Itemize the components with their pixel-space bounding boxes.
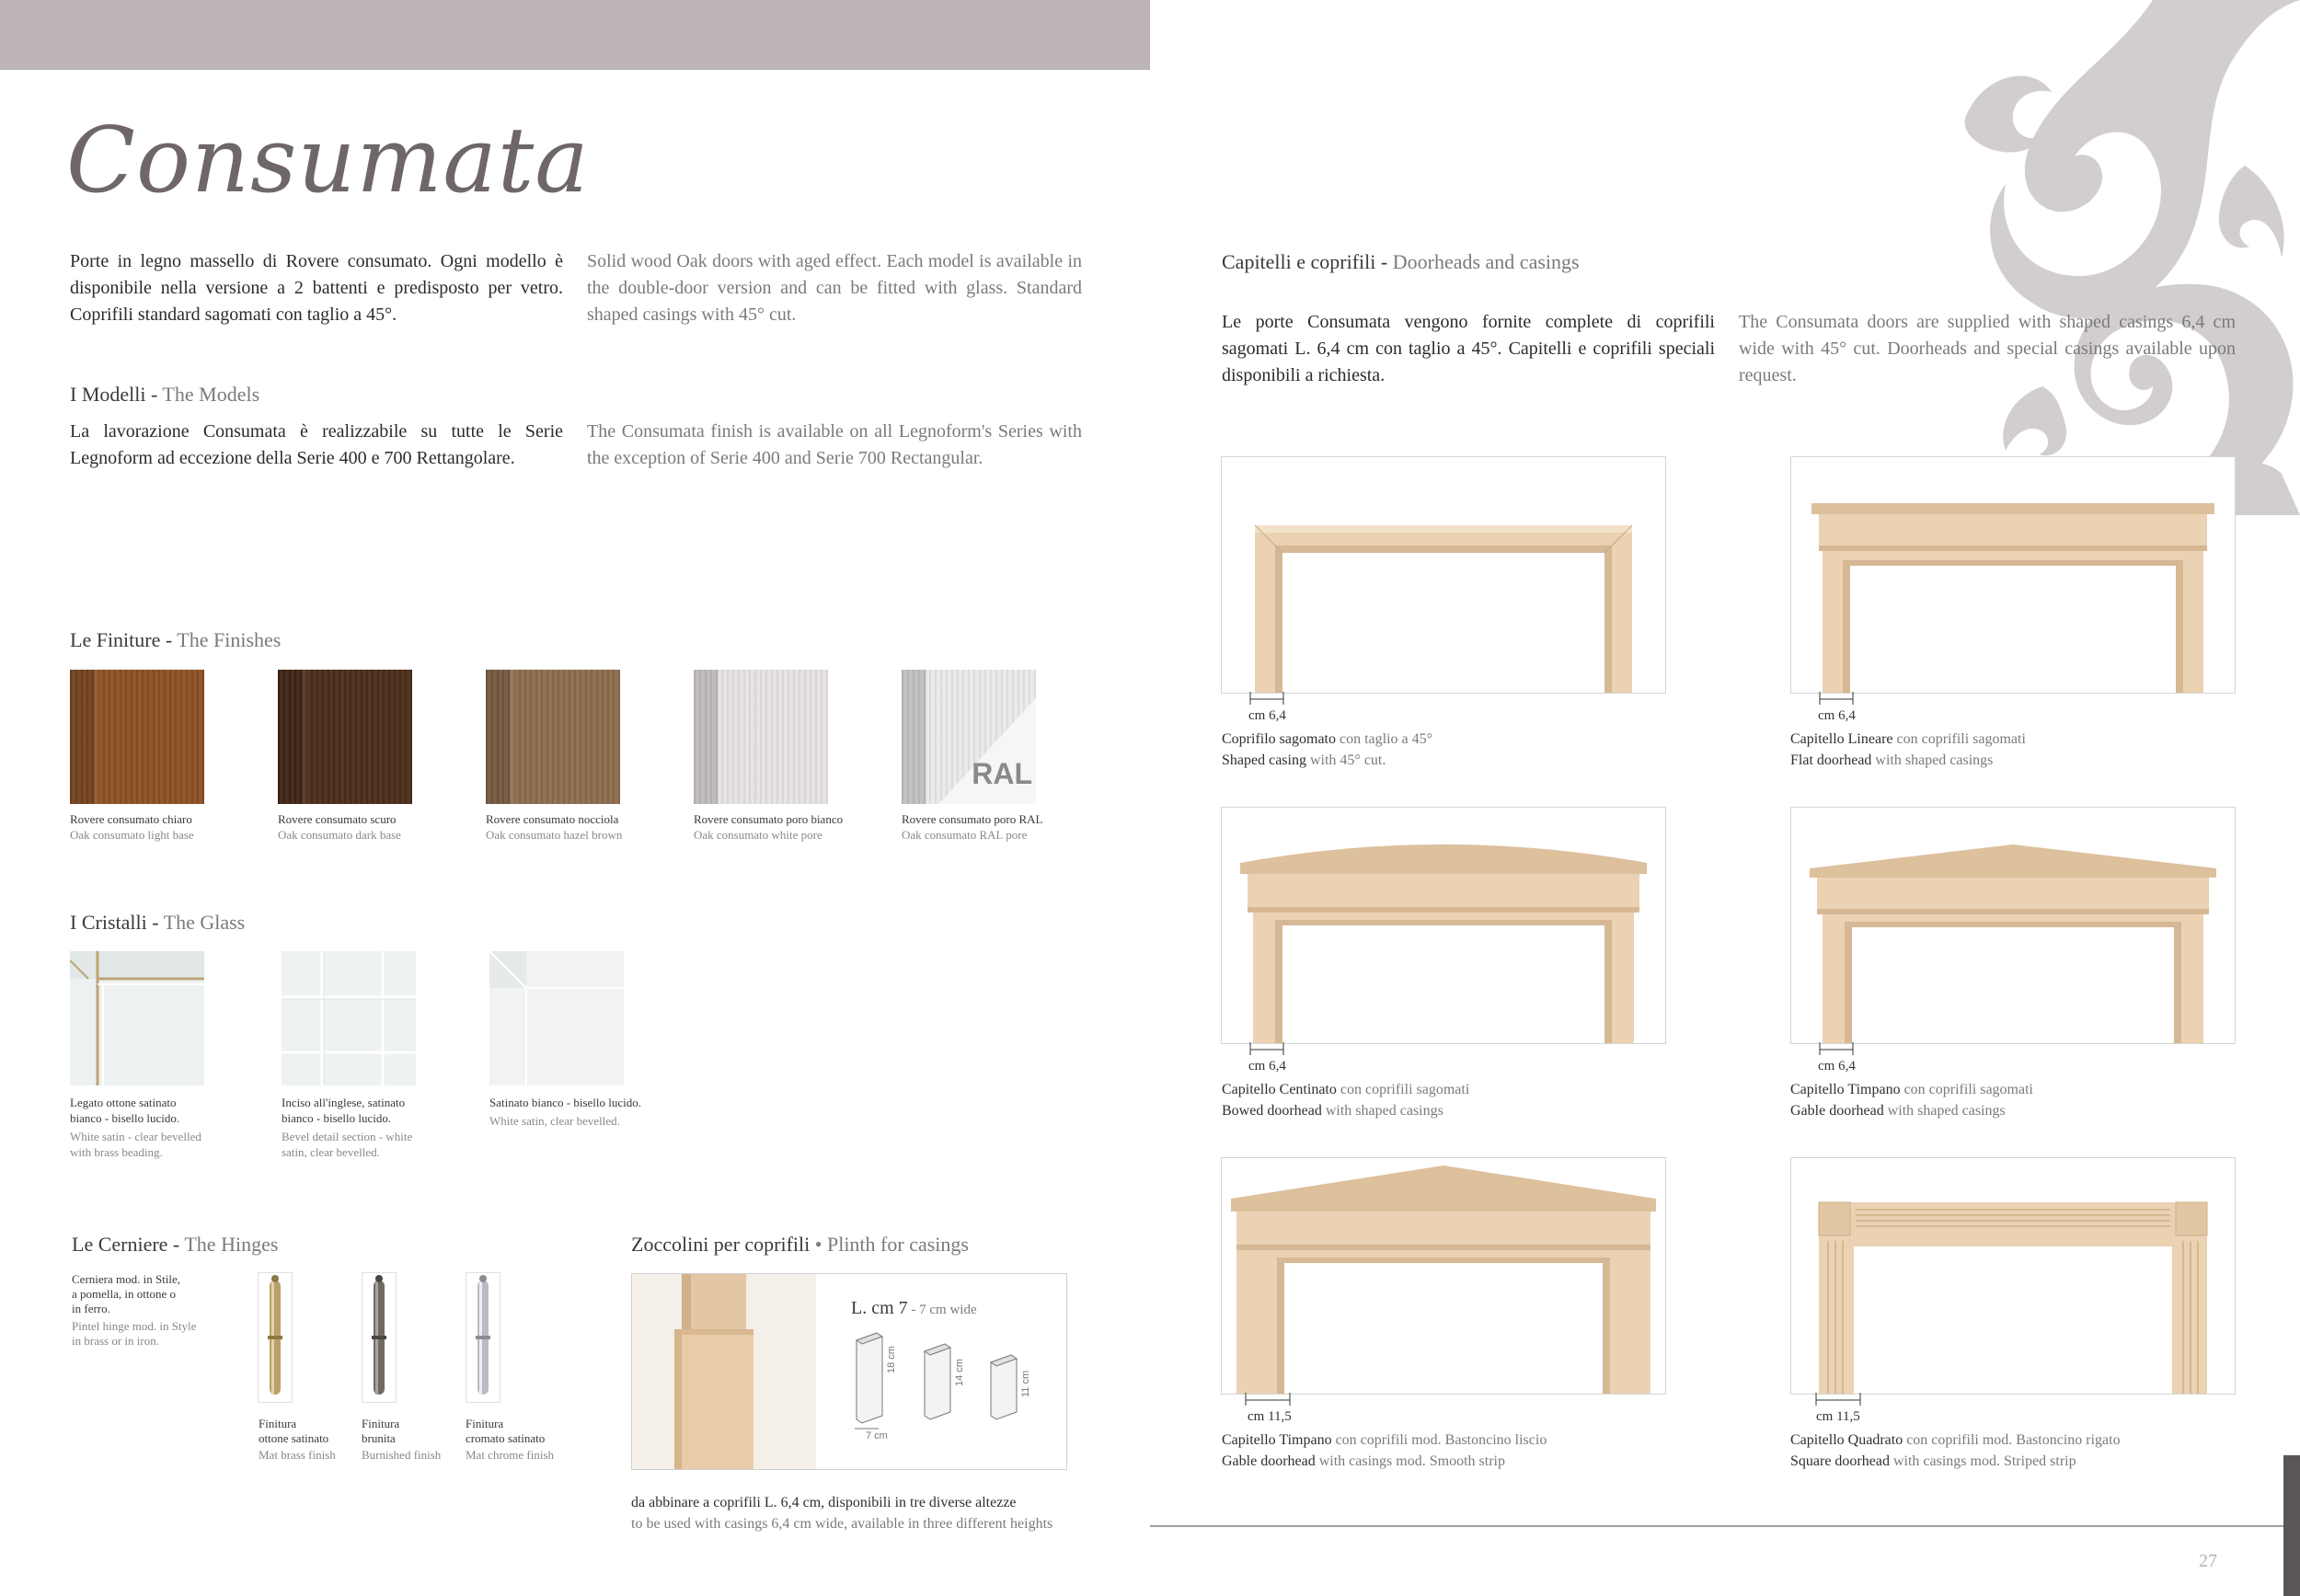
- finish-swatch-dark-oak: [278, 670, 412, 804]
- frame-flat-doorhead-drawing: [1791, 457, 2235, 693]
- hinges-heading: Le Cerniere - The Hinges: [72, 1233, 279, 1256]
- glass-swatch-satin: [489, 951, 624, 1085]
- frame-shaped-casing-drawing: [1222, 457, 1665, 693]
- damask-ornament: [1877, 0, 2300, 515]
- page-edge-tab: [2283, 1455, 2300, 1596]
- models-text-en: The Consumata finish is available on all Legnoform's Series with the exception of Serie 400 and Serie 700 Rectangular.: [587, 421, 1082, 468]
- frame-square-striped-strip-drawing: [1791, 1158, 2235, 1394]
- intro-text-it: Porte in legno massello di Rovere consumato. Ogni modello è disponibile nella versione a 2 battenti e predisposto per vetro. Coprifili standard sagomati con taglio a 45°.: [70, 251, 563, 325]
- plinth-height-18: 18 cm: [886, 1346, 897, 1373]
- frame-caption-3: Capitello Centinato con coprifili sagomati Bowed doorhead with shaped casings: [1222, 1082, 1470, 1119]
- dim-arrow-2: [1816, 692, 1858, 708]
- hinge-caption-0: Finitura ottone satinato Mat brass finish: [259, 1417, 336, 1462]
- models-text-it: La lavorazione Consumata è realizzabile su tutte le Serie Legnoform ad eccezione della Serie 400 e 700 Rettangolare.: [70, 421, 563, 468]
- frame-gable-doorhead: [1790, 807, 2236, 1044]
- dim-label-4: cm 6,4: [1818, 1059, 1856, 1074]
- frame-caption-4: Capitello Timpano con coprifili sagomati Gable doorhead with shaped casings: [1790, 1082, 2033, 1119]
- finishes-heading: Le Finiture - The Finishes: [70, 628, 282, 651]
- page-title: Consumata: [66, 109, 590, 213]
- plinth-height-11: 11 cm: [1020, 1370, 1031, 1397]
- glass-caption-1: Inciso all'inglese, satinato bianco - bisello lucido. Bevel detail section - white satin, clear bevelled.: [282, 1096, 413, 1159]
- glass-caption-0: Legato ottone satinato bianco - bisello lucido. White satin - clear bevelled with brass beading.: [70, 1096, 201, 1159]
- frame-shaped-casing: [1221, 456, 1666, 694]
- frame-caption-2: Capitello Lineare con coprifili sagomati Flat doorhead with shaped casings: [1790, 731, 2026, 768]
- frame-bowed-doorhead-drawing: [1222, 808, 1665, 1043]
- frame-caption-6: Capitello Quadrato con coprifili mod. Bastoncino rigato Square doorhead with casings mod. Striped strip: [1790, 1432, 2121, 1469]
- finish-caption-2: Rovere consumato nocciola Oak consumato hazel brown: [486, 812, 623, 842]
- hinge-burnished-icon: [362, 1273, 396, 1402]
- plinth-heading: Zoccolini per coprifili • Plinth for casings: [631, 1233, 969, 1256]
- intro-text-en: Solid wood Oak doors with aged effect. Each model is available in the double-door version and can be fitted with glass. Standard shaped casings with 45° cut.: [587, 251, 1082, 325]
- dim-label-6: cm 11,5: [1816, 1409, 1860, 1424]
- dim-label-5: cm 11,5: [1248, 1409, 1292, 1424]
- plinth-width: L. cm 7 - 7 cm wide: [851, 1298, 977, 1318]
- finish-swatch-hazel-oak: [486, 670, 620, 804]
- frame-square-striped-strip: [1790, 1157, 2236, 1395]
- dim-arrow-6: [1812, 1393, 1864, 1409]
- dim-arrow-1: [1247, 692, 1289, 708]
- page-number: 27: [2199, 1551, 2217, 1571]
- plinth-photo: [632, 1274, 816, 1469]
- finish-swatch-white-pore: [694, 670, 828, 804]
- hinge-chrome: [466, 1272, 500, 1403]
- doorheads-heading: Capitelli e coprifili - Doorheads and casings: [1222, 250, 1580, 273]
- hinge-chrome-icon: [466, 1273, 500, 1402]
- top-color-band: [0, 0, 1150, 70]
- hinges-description: Cerniera mod. in Stile, a pomella, in ottone o in ferro. Pintel hinge mod. in Style in brass or in iron.: [72, 1272, 197, 1348]
- dim-label-3: cm 6,4: [1248, 1059, 1286, 1074]
- dim-label-1: cm 6,4: [1248, 708, 1286, 723]
- finish-caption-0: Rovere consumato chiaro Oak consumato light base: [70, 812, 194, 842]
- glass-heading: I Cristalli - The Glass: [70, 911, 246, 934]
- hinge-caption-1: Finitura brunita Burnished finish: [362, 1417, 442, 1462]
- hinge-caption-2: Finitura cromato satinato Mat chrome finish: [466, 1417, 555, 1462]
- glass-caption-2: Satinato bianco - bisello lucido. White satin, clear bevelled.: [489, 1096, 641, 1128]
- doorheads-text-en: The Consumata doors are supplied with shaped casings 6,4 cm wide with 45° cut. Doorheads and special casings available upon request.: [1739, 312, 2236, 385]
- frame-caption-1: Coprifilo sagomato con taglio a 45° Shaped casing with 45° cut.: [1222, 731, 1433, 768]
- finish-caption-1: Rovere consumato scuro Oak consumato dark base: [278, 812, 401, 842]
- frame-bowed-doorhead: [1221, 807, 1666, 1044]
- frame-caption-5: Capitello Timpano con coprifili mod. Bastoncino liscio Gable doorhead with casings mod. Smooth strip: [1222, 1432, 1547, 1469]
- plinth-illustration: [631, 1273, 1067, 1470]
- models-heading: I Modelli - The Models: [70, 383, 260, 406]
- footer-rule: [1150, 1525, 2300, 1527]
- finish-swatch-light-oak: [70, 670, 204, 804]
- plinth-note: da abbinare a coprifili L. 6,4 cm, disponibili in tre diverse altezze to be used with casings 6,4 cm wide, available in three different heights: [631, 1495, 1053, 1532]
- frame-gable-doorhead-drawing: [1791, 808, 2235, 1043]
- dim-arrow-3: [1247, 1042, 1289, 1059]
- dim-arrow-5: [1242, 1393, 1294, 1409]
- dim-arrow-4: [1816, 1042, 1858, 1059]
- finish-caption-3: Rovere consumato poro bianco Oak consumato white pore: [694, 812, 844, 842]
- doorheads-text-it: Le porte Consumata vengono fornite complete di coprifili sagomati L. 6,4 cm con taglio a 45°. Capitelli e coprifili speciali disponibili a richiesta.: [1222, 312, 1715, 385]
- finish-caption-4: Rovere consumato poro RAL Oak consumato RAL pore: [902, 812, 1043, 842]
- frame-gable-smooth-strip: [1221, 1157, 1666, 1395]
- hinge-brass-icon: [259, 1273, 292, 1402]
- hinge-burnished: [362, 1272, 397, 1403]
- frame-flat-doorhead: [1790, 456, 2236, 694]
- glass-swatch-brass: [70, 951, 204, 1085]
- glass-swatch-english: [282, 951, 416, 1085]
- plinth-base-size: 7 cm: [866, 1430, 888, 1441]
- finish-swatch-ral-pore: [902, 670, 1036, 804]
- hinge-brass: [258, 1272, 293, 1403]
- plinth-height-14: 14 cm: [954, 1359, 965, 1386]
- dim-label-2: cm 6,4: [1818, 708, 1856, 723]
- frame-gable-smooth-strip-drawing: [1222, 1158, 1665, 1394]
- ral-label: RAL: [972, 757, 1032, 790]
